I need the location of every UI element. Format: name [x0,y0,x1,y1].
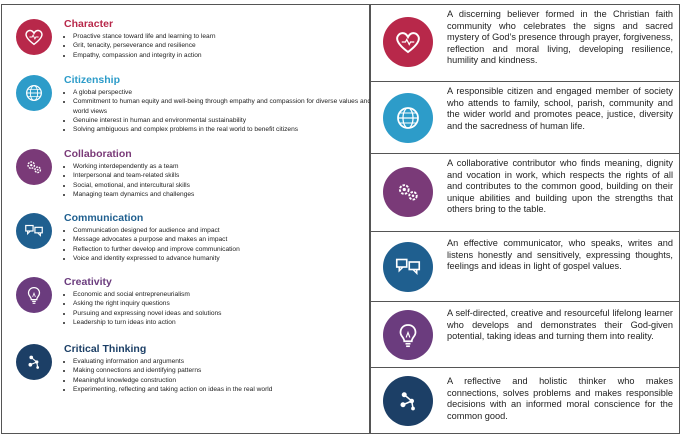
list-item: • Meaningful knowledge construction [73,376,373,385]
description-row-communication [371,231,679,301]
list-item: • Voice and identity expressed to advance humanity [73,254,373,263]
gears-icon [383,167,433,217]
list-item: • Solving ambiguous and complex problems in the real world to benefit citizens [73,125,373,134]
lightbulb-icon [16,277,52,313]
list-item: • Asking the right inquiry questions [73,299,373,308]
list-item: • Experimenting, reflecting and taking action on ideas in the real world [73,385,373,394]
list-item: • Pursuing and expressing novel ideas and solutions [73,309,373,318]
description-row-collaboration [371,153,679,231]
competency-bullets [64,357,373,394]
list-item: • Communication designed for audience and impact [73,226,373,235]
competency-title: Character [64,18,114,30]
list-item: • Making connections and identifying patterns [73,366,373,375]
list-item: • Proactive stance toward life and learning to learn [73,32,373,41]
competency-title: Creativity [64,276,112,288]
globe-icon [16,75,52,111]
competency-title: Critical Thinking [64,343,147,355]
list-item: • Empathy, compassion and integrity in action [73,51,373,60]
competency-bullets [64,290,373,327]
competency-bullets [64,162,373,199]
list-item: • Economic and social entrepreneurialism [73,290,373,299]
competency-bullets [64,88,373,134]
network-icon [16,344,52,380]
description-text: A reflective and holistic thinker who makes connections, solves problems and makes responsible decisions with an informed moral conscience for the common good. [447,376,673,421]
list-item: • Leadership to turn ideas into action [73,318,373,327]
speech-bubbles-icon [383,242,433,292]
competency-bullets [64,32,373,60]
description-text: An effective communicator, who speaks, writes and listens honestly and sensitively, expressing thoughts, feelings and ideas in light of gospel values. [447,238,673,272]
competency-title: Communication [64,212,144,224]
competency-title: Citizenship [64,74,121,86]
description-text: A responsible citizen and engaged member of society who attends to family, school, parish, community and the wider world and promotes peace, justice, diversity and the sacredness of human life. [447,86,673,131]
lightbulb-icon [383,310,433,360]
list-item: • Grit, tenacity, perseverance and resilience [73,41,373,50]
gears-icon [16,149,52,185]
list-item: • Reflection to further develop and improve communication [73,245,373,254]
list-item: • Message advocates a purpose and makes an impact [73,235,373,244]
heart-icon [16,19,52,55]
competency-bullets [64,226,373,263]
list-item: • Social, emotional, and intercultural skills [73,181,373,190]
competencies-panel [1,4,370,434]
description-row-creativity [371,301,679,367]
list-item: • Managing team dynamics and challenges [73,190,373,199]
network-icon [383,376,433,426]
description-text: A self-directed, creative and resourceful lifelong learner who develops and demonstrates their God-given potential, taking ideas and turning them into reality. [447,308,673,342]
competency-title: Collaboration [64,148,132,160]
globe-icon [383,93,433,143]
description-row-character [371,5,679,81]
list-item: • Commitment to human equity and well-being through empathy and compassion for diverse values and world views [73,97,373,116]
heart-icon [383,17,433,67]
description-row-critical-thinking [371,367,679,433]
list-item: • Interpersonal and team-related skills [73,171,373,180]
list-item: • Genuine interest in human and environmental sustainability [73,116,373,125]
list-item: • Working interdependently as a team [73,162,373,171]
description-text: A discerning believer formed in the Christian faith community who celebrates the signs and sacred mystery of God’s presence through prayer, forgiveness, reflection and moral living, developing resilience, humility and kindness. [447,9,673,66]
speech-bubbles-icon [16,213,52,249]
descriptions-panel [370,4,680,434]
description-row-citizenship [371,81,679,153]
description-text: A collaborative contributor who finds meaning, dignity and vocation in work, which respects the rights of all and contributes to the common good, building on their unique abilities and building upon the strengths that others bring to the table. [447,158,673,215]
list-item: • Evaluating information and arguments [73,357,373,366]
list-item: • A global perspective [73,88,373,97]
